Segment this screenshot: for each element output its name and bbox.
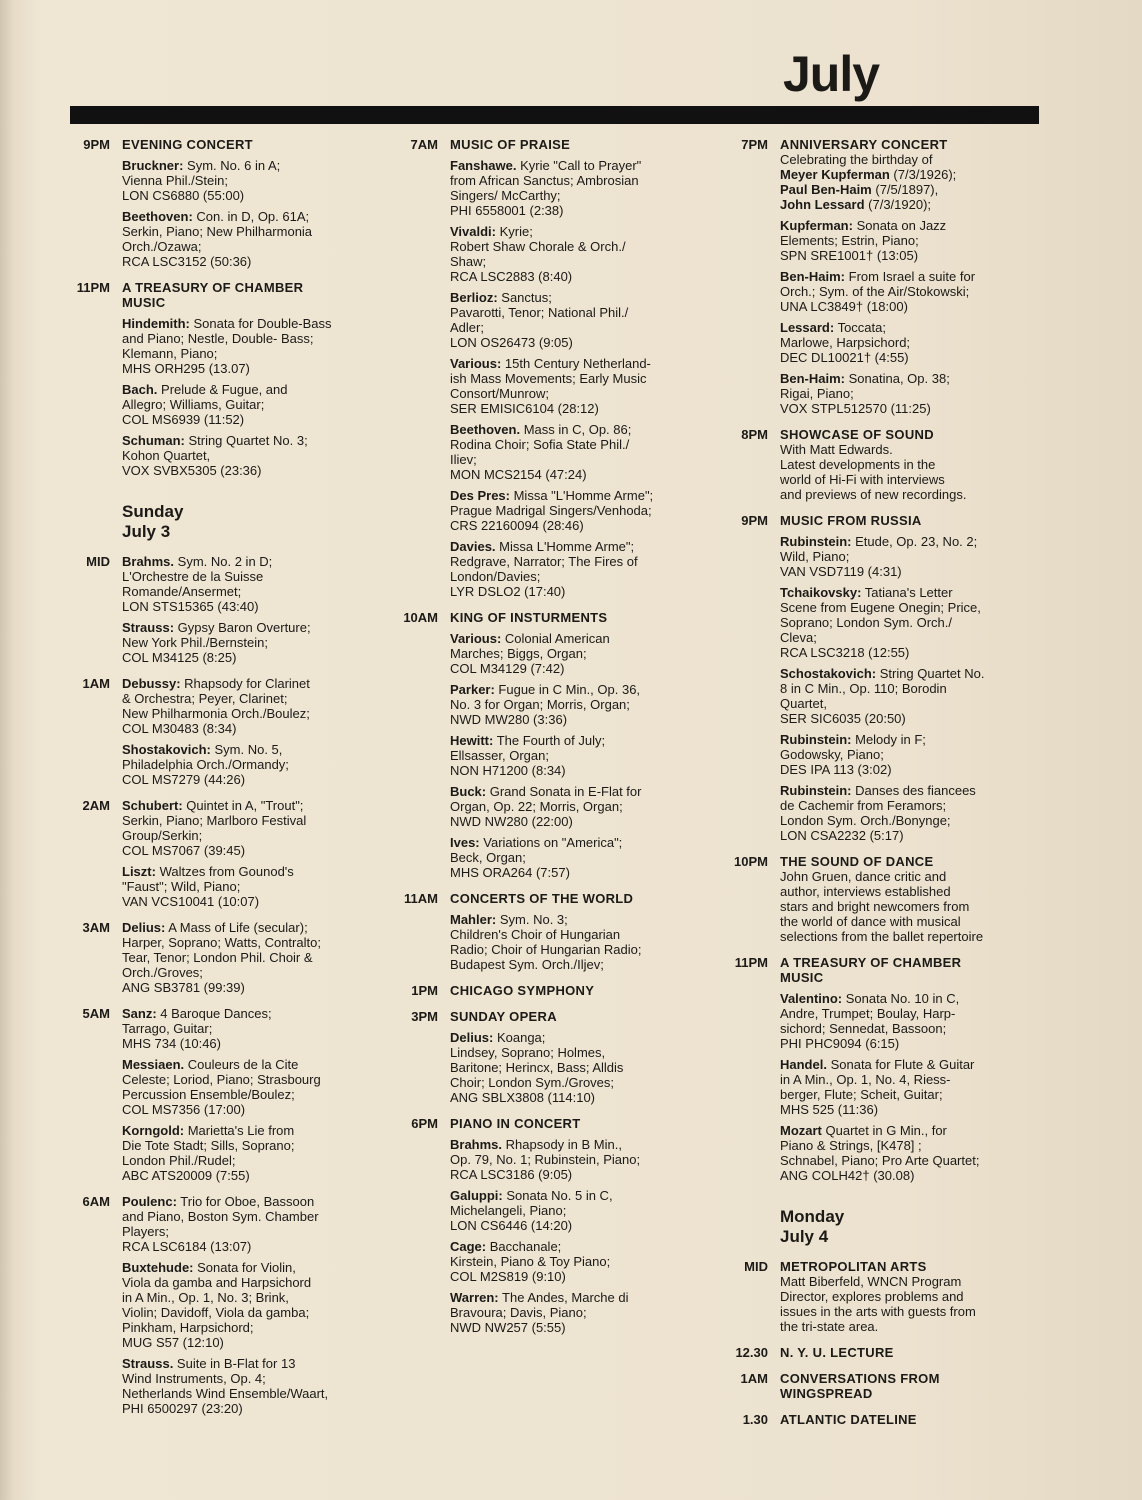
program-slot bbox=[726, 513, 1042, 843]
recording-entry bbox=[122, 864, 368, 909]
composer-name: Strauss. bbox=[122, 1356, 174, 1371]
time-label: 8PM bbox=[741, 427, 768, 442]
recording-details: Rhapsody in B Min., Op. 79, No. 1; Rubinstein, Piano; RCA LSC3186 (9:05) bbox=[450, 1137, 641, 1182]
time-label: 11AM bbox=[404, 891, 438, 906]
recording-details: Koanga; Lindsey, Soprano; Holmes, Baritone; Herincx, Bass; Alldis Choir; London Sym./Groves; ANG SBLX3808 (114:10) bbox=[450, 1030, 624, 1105]
program-title: CONCERTS OF THE WORLD bbox=[450, 891, 634, 906]
composer-name: Hindemith: bbox=[122, 316, 190, 331]
composer-name: Brahms. bbox=[450, 1137, 503, 1152]
composer-name: Shostakovich: bbox=[122, 742, 211, 757]
composer-name: Valentino: bbox=[780, 991, 843, 1006]
composer-name: Ben-Haim: bbox=[780, 371, 846, 386]
time-label: 1PM bbox=[411, 983, 438, 998]
recording-entry bbox=[450, 912, 696, 972]
composer-name: Davies. bbox=[450, 539, 496, 554]
recording-entry bbox=[450, 158, 696, 218]
recording-details: Mass in C, Op. 86; Rodina Choir; Sofia State Phil./ Iliev; MON MCS2154 (47:24) bbox=[450, 422, 632, 482]
recording-details: Tatiana's Letter Scene from Eugene Onegin; Price, Soprano; London Sym. Orch./ Cleva; RCA LSC3218 (12:55) bbox=[780, 585, 981, 660]
composer-name: Various: bbox=[450, 631, 502, 646]
composer-name: Galuppi: bbox=[450, 1188, 503, 1203]
program-slot bbox=[726, 854, 1042, 944]
recording-details: Sonata No. 10 in C, Andre, Trumpet; Boulay, Harp- sichord; Sennedat, Bassoon; PHI PHC9094 (6:15) bbox=[780, 991, 960, 1051]
recording-entry bbox=[122, 742, 368, 787]
program-slot bbox=[396, 1009, 696, 1105]
recording-entry bbox=[122, 158, 368, 203]
program-description: Celebrating the birthday of bbox=[780, 152, 933, 167]
composer-name: Buxtehude: bbox=[122, 1260, 194, 1275]
program-title: ATLANTIC DATELINE bbox=[780, 1412, 917, 1427]
recording-entry bbox=[122, 1356, 368, 1416]
recording-details: Missa L'Homme Arme"; Redgrave, Narrator; The Fires of London/Davies; LYR DSLO2 (17:40) bbox=[450, 539, 638, 599]
schedule-column-3 bbox=[726, 137, 1042, 1438]
recording-details: Quintet in A, "Trout"; Serkin, Piano; Marlboro Festival Group/Serkin; COL MS7067 (39:45) bbox=[122, 798, 307, 858]
time-label: 3PM bbox=[411, 1009, 438, 1024]
recording-details: Sanctus; Pavarotti, Tenor; National Phil./ Adler; LON OS26473 (9:05) bbox=[450, 290, 629, 350]
program-slot bbox=[68, 798, 368, 909]
recording-entry bbox=[450, 682, 696, 727]
recording-details: Quartet in G Min., for Piano & Strings, [K478] ; Schnabel, Piano; Pro Arte Quartet; ANG COLH42† (30.08) bbox=[780, 1123, 980, 1183]
composer-name: Sanz: bbox=[122, 1006, 157, 1021]
recording-entry bbox=[780, 1057, 1042, 1117]
program-slot bbox=[726, 955, 1042, 1183]
recording-details: 4 Baroque Dances; Tarrago, Guitar; MHS 734 (10:46) bbox=[122, 1006, 272, 1051]
composer-name: Hewitt: bbox=[450, 733, 494, 748]
recording-details: Sonata for Violin, Viola da gamba and Harpsichord in A Min., Op. 1, No. 3; Brink, Violin; Davidoff, Viola da gamba; Pinkham, Harpsichord; MUG S57 (12:10) bbox=[122, 1260, 312, 1350]
time-label: 7AM bbox=[410, 137, 438, 152]
composer-name: Cage: bbox=[450, 1239, 487, 1254]
program-slot bbox=[68, 1194, 368, 1416]
recording-details: Waltzes from Gounod's "Faust"; Wild, Piano; VAN VCS10041 (10:07) bbox=[122, 864, 294, 909]
recording-entry bbox=[450, 733, 696, 778]
recording-details: The Andes, Marche di Bravoura; Davis, Piano; NWD NW257 (5:55) bbox=[450, 1290, 629, 1335]
recording-details: Fugue in C Min., Op. 36, No. 3 for Organ; Morris, Organ; NWD MW280 (3:36) bbox=[450, 682, 641, 727]
recording-entry bbox=[450, 224, 696, 284]
composer-name: Ives: bbox=[450, 835, 480, 850]
recording-details: Con. in D, Op. 61A; Serkin, Piano; New Philharmonia Orch./Ozawa; RCA LSC3152 (50:36) bbox=[122, 209, 313, 269]
birth-date: (7/5/1897), bbox=[871, 182, 939, 197]
program-title: SHOWCASE OF SOUND bbox=[780, 427, 934, 442]
recording-entry bbox=[780, 783, 1042, 843]
composer-name: Various: bbox=[450, 356, 502, 371]
recording-entry bbox=[780, 1123, 1042, 1183]
composer-name: Parker: bbox=[450, 682, 495, 697]
recording-details: A Mass of Life (secular); Harper, Soprano; Watts, Contralto; Tear, Tenor; London Phil. Choir & Orch./Groves; ANG SB3781 (99:39) bbox=[122, 920, 321, 995]
program-slot bbox=[68, 676, 368, 787]
program-slot bbox=[396, 1116, 696, 1335]
composer-name: Meyer Kupferman bbox=[780, 167, 890, 182]
birthday-line bbox=[780, 167, 1042, 182]
recording-entry bbox=[122, 676, 368, 736]
composer-name: Handel. bbox=[780, 1057, 827, 1072]
recording-details: Sonata for Double-Bass and Piano; Nestle, Double- Bass; Klemann, Piano; MHS ORH295 (13.07) bbox=[122, 316, 332, 376]
program-title: N. Y. U. LECTURE bbox=[780, 1345, 894, 1360]
composer-name: Buck: bbox=[450, 784, 487, 799]
recording-details: Suite in B-Flat for 13 Wind Instruments, Op. 4; Netherlands Wind Ensemble/Waart, PHI 6500297 (23:20) bbox=[122, 1356, 329, 1416]
recording-entry bbox=[122, 316, 368, 376]
recording-details: Variations on "America"; Beck, Organ; MHS ORA264 (7:57) bbox=[450, 835, 623, 880]
program-title: METROPOLITAN ARTS bbox=[780, 1259, 927, 1274]
recording-details: From Israel a suite for Orch.; Sym. of the Air/Stokowski; UNA LC3849† (18:00) bbox=[780, 269, 976, 314]
program-slot bbox=[68, 554, 368, 665]
time-label: 9PM bbox=[741, 513, 768, 528]
program-title: ANNIVERSARY CONCERT bbox=[780, 137, 948, 152]
recording-entry bbox=[450, 1290, 696, 1335]
recording-details: Sonatina, Op. 38; Rigai, Piano; VOX STPL512570 (11:25) bbox=[780, 371, 950, 416]
day-heading: Monday July 4 bbox=[780, 1207, 845, 1246]
composer-name: Warren: bbox=[450, 1290, 499, 1305]
recording-details: Sym. No. 6 in A; Vienna Phil./Stein; LON CS6880 (55:00) bbox=[122, 158, 281, 203]
birth-date: (7/3/1926); bbox=[889, 167, 957, 182]
program-title: A TREASURY OF CHAMBER MUSIC bbox=[780, 955, 962, 985]
header-rule bbox=[70, 106, 1039, 124]
program-slot bbox=[68, 1006, 368, 1183]
composer-name: Mozart bbox=[780, 1123, 822, 1138]
recording-entry bbox=[780, 320, 1042, 365]
time-label: 1AM bbox=[82, 676, 110, 691]
recording-details: The Fourth of July; Ellsasser, Organ; NON H71200 (8:34) bbox=[450, 733, 606, 778]
time-label: MID bbox=[744, 1259, 768, 1274]
program-slot bbox=[396, 137, 696, 599]
recording-entry bbox=[450, 356, 696, 416]
recording-details: Bacchanale; Kirstein, Piano & Toy Piano; COL M2S819 (9:10) bbox=[450, 1239, 611, 1284]
recording-details: Kyrie "Call to Prayer" from African Sanctus; Ambrosian Singers/ McCarthy; PHI 6558001 (2:38) bbox=[450, 158, 642, 218]
composer-name: Rubinstein: bbox=[780, 534, 852, 549]
composer-name: Paul Ben-Haim bbox=[780, 182, 872, 197]
composer-name: Delius: bbox=[122, 920, 166, 935]
composer-name: Messiaen. bbox=[122, 1057, 185, 1072]
composer-name: Des Pres: bbox=[450, 488, 510, 503]
composer-name: Poulenc: bbox=[122, 1194, 177, 1209]
recording-entry bbox=[450, 835, 696, 880]
recording-entry bbox=[780, 732, 1042, 777]
recording-details: Prelude & Fugue, and Allegro; Williams, Guitar; COL MS6939 (11:52) bbox=[122, 382, 288, 427]
composer-name: Schubert: bbox=[122, 798, 183, 813]
composer-name: Tchaikovsky: bbox=[780, 585, 862, 600]
recording-entry bbox=[122, 1194, 368, 1254]
recording-entry bbox=[122, 920, 368, 995]
recording-entry bbox=[122, 433, 368, 478]
birthday-line bbox=[780, 197, 1042, 212]
time-label: 10AM bbox=[403, 610, 438, 625]
recording-entry bbox=[122, 620, 368, 665]
time-label: 1AM bbox=[740, 1371, 768, 1386]
recording-details: Sym. No. 5, Philadelphia Orch./Ormandy; COL MS7279 (44:26) bbox=[122, 742, 289, 787]
composer-name: Vivaldi: bbox=[450, 224, 497, 239]
program-slot bbox=[726, 1259, 1042, 1334]
recording-entry bbox=[450, 784, 696, 829]
composer-name: Bach. bbox=[122, 382, 158, 397]
program-title: SUNDAY OPERA bbox=[450, 1009, 557, 1024]
program-description: With Matt Edwards. Latest developments in the world of Hi-Fi with interviews and previews of new recordings. bbox=[780, 442, 967, 502]
recording-entry bbox=[122, 1123, 368, 1183]
program-slot bbox=[726, 1412, 1042, 1427]
recording-entry bbox=[780, 991, 1042, 1051]
recording-entry bbox=[122, 1260, 368, 1350]
time-label: MID bbox=[86, 554, 110, 569]
composer-name: John Lessard bbox=[780, 197, 865, 212]
composer-name: Korngold: bbox=[122, 1123, 185, 1138]
time-label: 7PM bbox=[741, 137, 768, 152]
recording-details: Missa "L'Homme Arme"; Prague Madrigal Singers/Venhoda; CRS 22160094 (28:46) bbox=[450, 488, 654, 533]
composer-name: Mahler: bbox=[450, 912, 497, 927]
recording-details: Sym. No. 2 in D; L'Orchestre de la Suisse Romande/Ansermet; LON STS15365 (43:40) bbox=[122, 554, 273, 614]
composer-name: Delius: bbox=[450, 1030, 494, 1045]
recording-details: Grand Sonata in E-Flat for Organ, Op. 22; Morris, Organ; NWD NW280 (22:00) bbox=[450, 784, 642, 829]
composer-name: Schostakovich: bbox=[780, 666, 877, 681]
recording-details: Rhapsody for Clarinet & Orchestra; Peyer, Clarinet; New Philharmonia Orch./Boulez; COL M30483 (8:34) bbox=[122, 676, 310, 736]
composer-name: Kupferman: bbox=[780, 218, 853, 233]
recording-entry bbox=[122, 798, 368, 858]
time-label: 11PM bbox=[76, 280, 110, 295]
composer-name: Rubinstein: bbox=[780, 783, 852, 798]
birth-date: (7/3/1920); bbox=[864, 197, 932, 212]
program-title: EVENING CONCERT bbox=[122, 137, 253, 152]
month-title: July bbox=[783, 46, 880, 102]
program-title: PIANO IN CONCERT bbox=[450, 1116, 581, 1131]
recording-entry bbox=[780, 585, 1042, 660]
program-slot bbox=[726, 137, 1042, 416]
composer-name: Rubinstein: bbox=[780, 732, 852, 747]
recording-details: Melody in F; Godowsky, Piano; DES IPA 113 (3:02) bbox=[780, 732, 926, 777]
schedule-column-2 bbox=[396, 137, 696, 1346]
program-description: John Gruen, dance critic and author, interviews established stars and bright newcomers from the world of dance with musical selections from the ballet repertoire bbox=[780, 869, 984, 944]
recording-details: Sym. No. 3; Children's Choir of Hungarian Radio; Choir of Hungarian Radio; Budapest Sym. Orch./Iljev; bbox=[450, 912, 642, 972]
recording-entry bbox=[450, 290, 696, 350]
recording-details: Sonata No. 5 in C, Michelangeli, Piano; LON CS6446 (14:20) bbox=[450, 1188, 613, 1233]
program-title: CHICAGO SYMPHONY bbox=[450, 983, 595, 998]
composer-name: Brahms. bbox=[122, 554, 175, 569]
composer-name: Fanshawe. bbox=[450, 158, 517, 173]
recording-details: Danses des fiancees de Cachemir from Feramors; London Sym. Orch./Bonynge; LON CSA2232 (5:17) bbox=[780, 783, 976, 843]
recording-details: Kyrie; Robert Shaw Chorale & Orch./ Shaw; RCA LSC2883 (8:40) bbox=[450, 224, 626, 284]
composer-name: Bruckner: bbox=[122, 158, 184, 173]
composer-name: Liszt: bbox=[122, 864, 156, 879]
recording-entry bbox=[450, 1188, 696, 1233]
composer-name: Beethoven. bbox=[450, 422, 521, 437]
program-slot bbox=[726, 1345, 1042, 1360]
recording-entry bbox=[122, 1057, 368, 1117]
composer-name: Berlioz: bbox=[450, 290, 498, 305]
time-label: 2AM bbox=[82, 798, 110, 813]
time-label: 12.30 bbox=[735, 1345, 768, 1360]
program-description: Matt Biberfeld, WNCN Program Director, explores problems and issues in the arts with guests from the tri-state area. bbox=[780, 1274, 976, 1334]
recording-entry bbox=[122, 382, 368, 427]
recording-entry bbox=[450, 488, 696, 533]
program-slot bbox=[68, 137, 368, 269]
program-title: MUSIC FROM RUSSIA bbox=[780, 513, 922, 528]
birthday-line bbox=[780, 182, 1042, 197]
recording-details: Colonial American Marches; Biggs, Organ; COL M34129 (7:42) bbox=[450, 631, 610, 676]
recording-entry bbox=[780, 371, 1042, 416]
recording-entry bbox=[122, 209, 368, 269]
time-label: 5AM bbox=[82, 1006, 110, 1021]
recording-entry bbox=[122, 1006, 368, 1051]
recording-details: Sonata on Jazz Elements; Estrin, Piano; SPN SRE1001† (13:05) bbox=[780, 218, 947, 263]
recording-entry bbox=[122, 554, 368, 614]
time-label: 3AM bbox=[82, 920, 110, 935]
program-slot bbox=[396, 983, 696, 998]
time-label: 11PM bbox=[734, 955, 768, 970]
program-slot bbox=[726, 427, 1042, 502]
recording-details: String Quartet No. 8 in C Min., Op. 110; Borodin Quartet, SER SIC6035 (20:50) bbox=[780, 666, 985, 726]
recording-details: Sonata for Flute & Guitar in A Min., Op. 1, No. 4, Riess- berger, Flute; Scheit, Guitar; MHS 525 (11:36) bbox=[780, 1057, 975, 1117]
recording-entry bbox=[450, 422, 696, 482]
program-slot bbox=[68, 280, 368, 478]
composer-name: Lessard: bbox=[780, 320, 835, 335]
recording-entry bbox=[780, 666, 1042, 726]
program-slot bbox=[726, 1371, 1042, 1401]
composer-name: Ben-Haim: bbox=[780, 269, 846, 284]
recording-details: Marietta's Lie from Die Tote Stadt; Sills, Soprano; London Phil./Rudel; ABC ATS20009 (7:55) bbox=[122, 1123, 295, 1183]
recording-entry bbox=[780, 218, 1042, 263]
program-title: THE SOUND OF DANCE bbox=[780, 854, 934, 869]
time-label: 6AM bbox=[82, 1194, 110, 1209]
day-heading: Sunday July 3 bbox=[122, 502, 184, 541]
time-label: 6PM bbox=[411, 1116, 438, 1131]
program-title: CONVERSATIONS FROM WINGSPREAD bbox=[780, 1371, 940, 1401]
composer-name: Schuman: bbox=[122, 433, 185, 448]
recording-details: Trio for Oboe, Bassoon and Piano, Boston Sym. Chamber Players; RCA LSC6184 (13:07) bbox=[122, 1194, 319, 1254]
program-title: KING OF INSTURMENTS bbox=[450, 610, 608, 625]
recording-entry bbox=[450, 1030, 696, 1105]
recording-entry bbox=[780, 269, 1042, 314]
recording-entry bbox=[780, 534, 1042, 579]
recording-details: String Quartet No. 3; Kohon Quartet, VOX SVBX5305 (23:36) bbox=[122, 433, 308, 478]
time-label: 9PM bbox=[83, 137, 110, 152]
recording-details: Couleurs de la Cite Celeste; Loriod, Piano; Strasbourg Percussion Ensemble/Boulez; COL MS7356 (17:00) bbox=[122, 1057, 321, 1117]
recording-details: Gypsy Baron Overture; New York Phil./Bernstein; COL M34125 (8:25) bbox=[122, 620, 311, 665]
program-slot bbox=[68, 920, 368, 995]
program-title: MUSIC OF PRAISE bbox=[450, 137, 571, 152]
time-label: 10PM bbox=[734, 854, 768, 869]
program-title: A TREASURY OF CHAMBER MUSIC bbox=[122, 280, 304, 310]
composer-name: Strauss: bbox=[122, 620, 175, 635]
recording-details: Toccata; Marlowe, Harpsichord; DEC DL10021† (4:55) bbox=[780, 320, 911, 365]
recording-details: Etude, Op. 23, No. 2; Wild, Piano; VAN VSD7119 (4:31) bbox=[780, 534, 978, 579]
program-slot bbox=[396, 610, 696, 880]
composer-name: Beethoven: bbox=[122, 209, 193, 224]
recording-entry bbox=[450, 539, 696, 599]
recording-details: 15th Century Netherland- ish Mass Movements; Early Music Consort/Munrow; SER EMISIC6104 (28:12) bbox=[450, 356, 651, 416]
composer-name: Debussy: bbox=[122, 676, 181, 691]
recording-entry bbox=[450, 631, 696, 676]
program-slot bbox=[396, 891, 696, 972]
schedule-column-1 bbox=[68, 137, 368, 1427]
recording-entry bbox=[450, 1137, 696, 1182]
time-label: 1.30 bbox=[742, 1412, 768, 1427]
recording-entry bbox=[450, 1239, 696, 1284]
